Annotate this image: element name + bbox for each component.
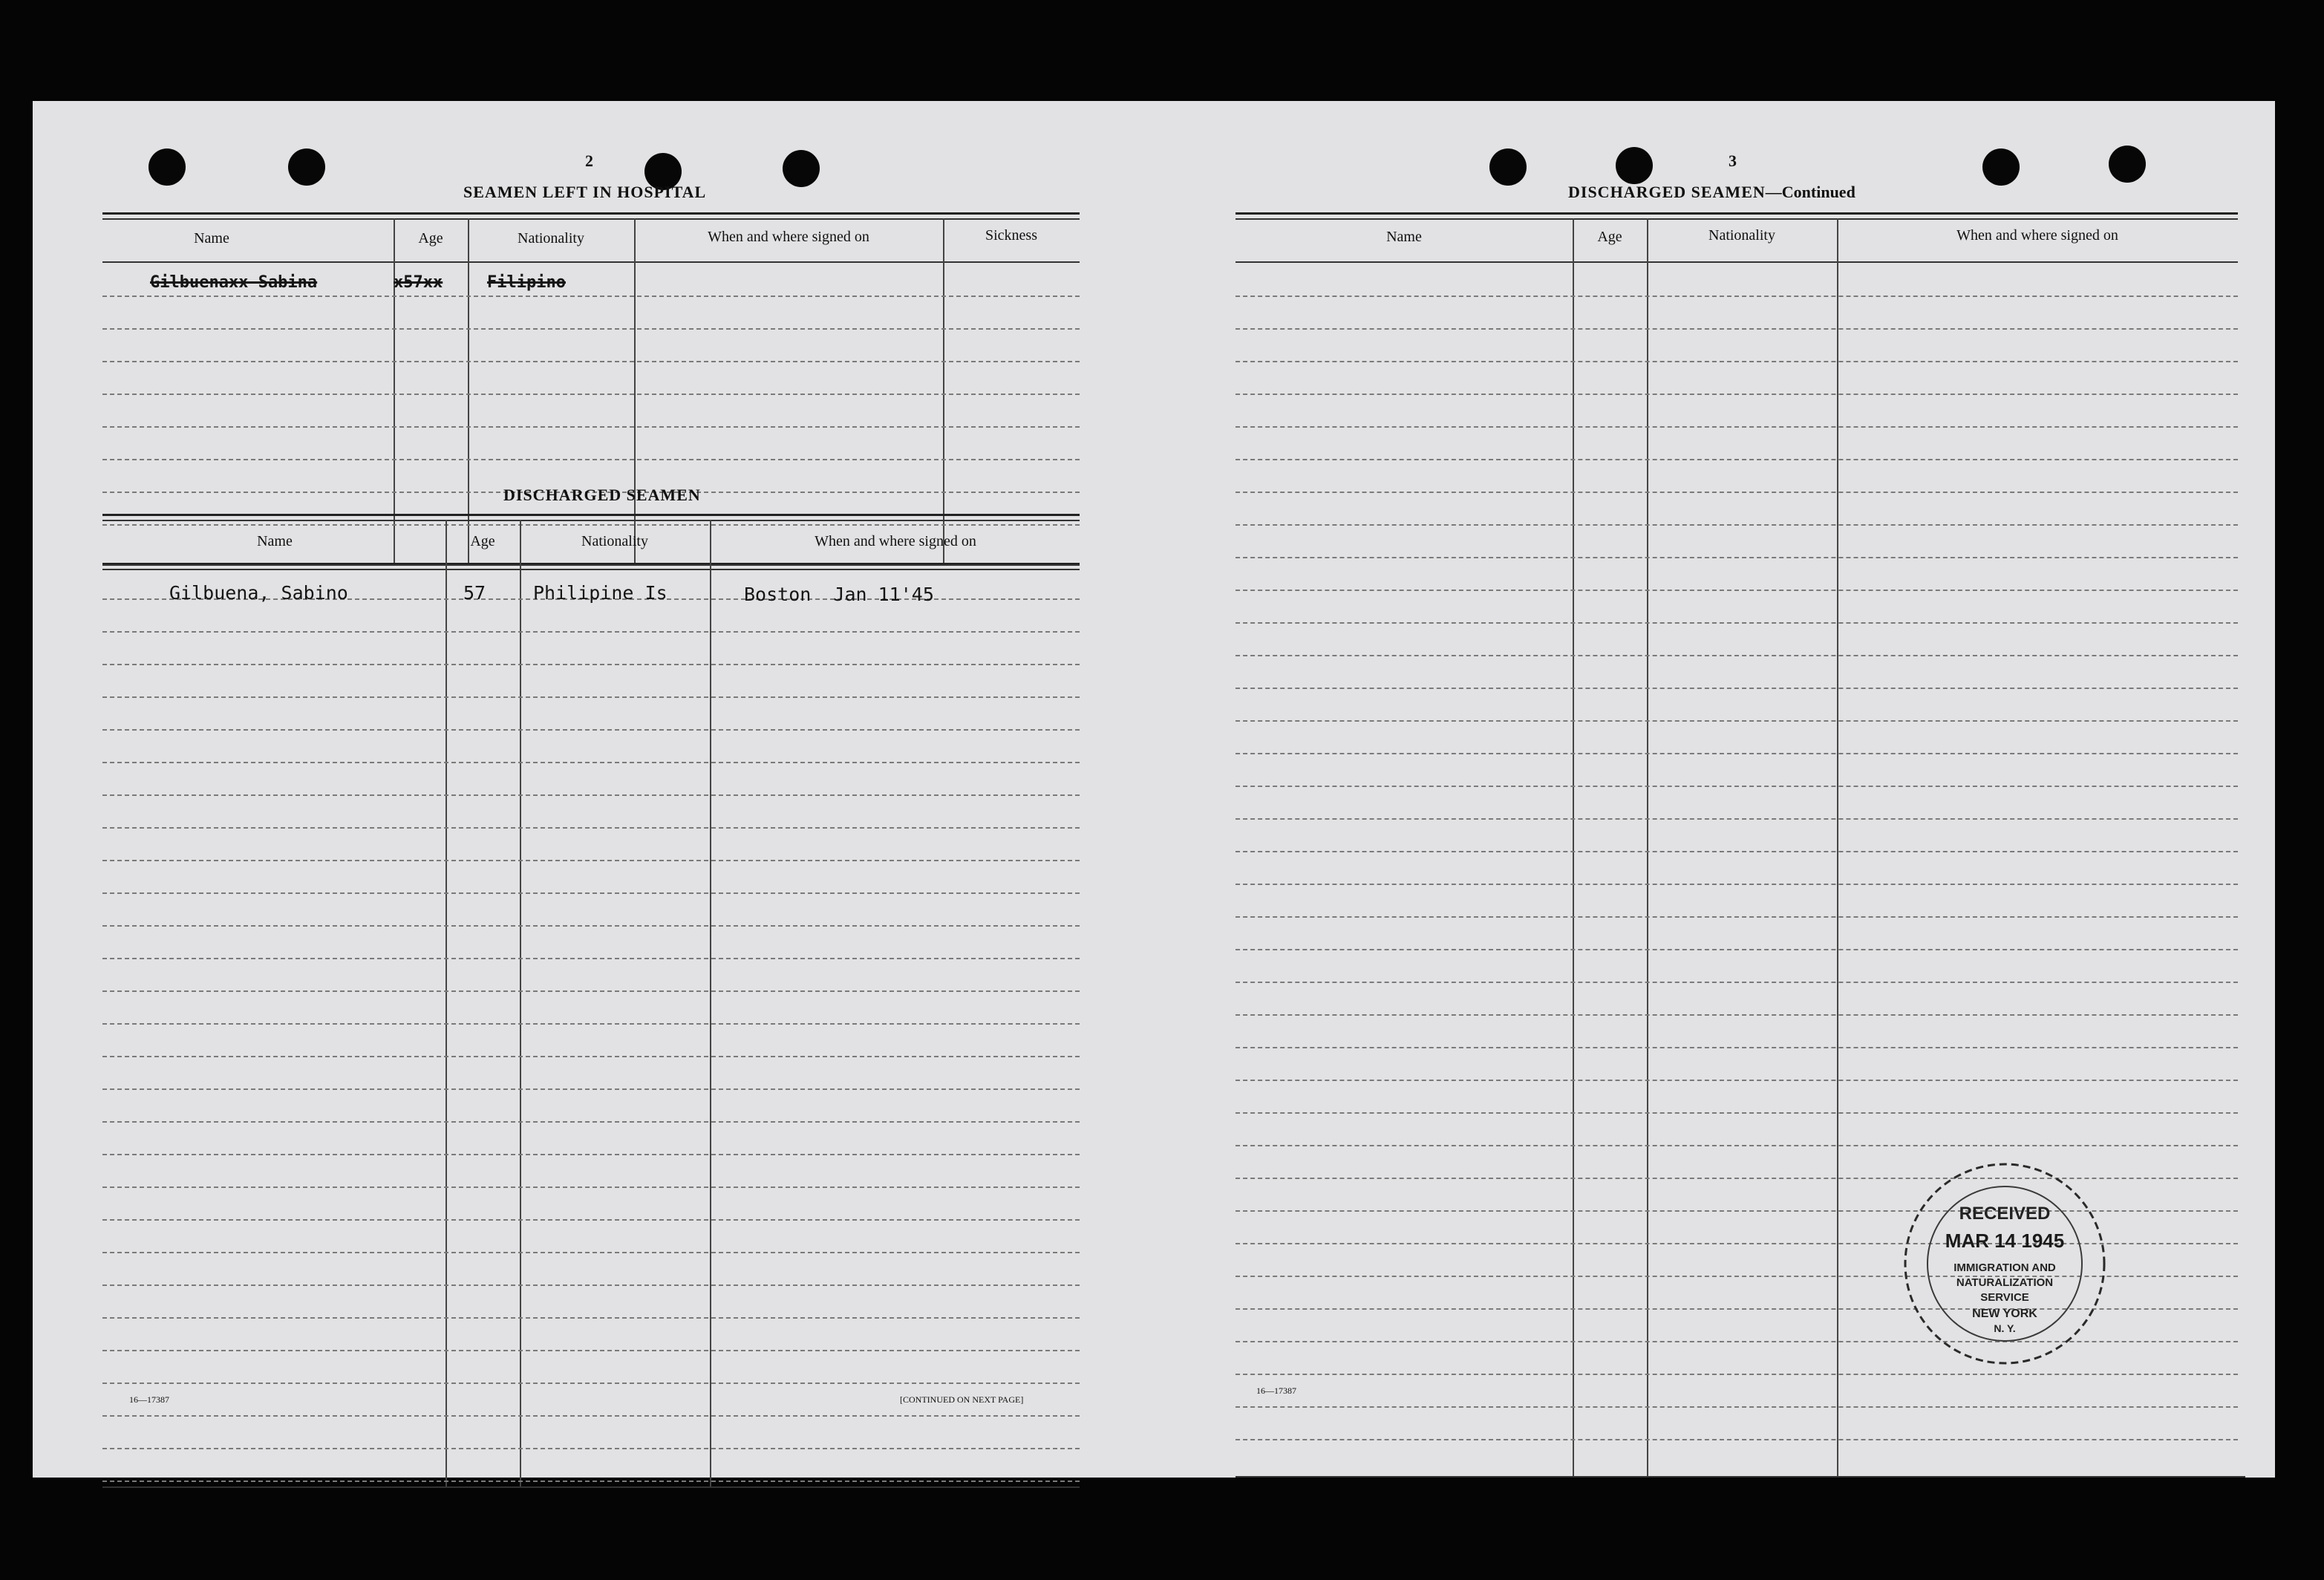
hospital-divider [468,218,469,563]
discharged-col-nationality: Nationality [581,533,648,549]
ruled-line [102,696,1080,698]
discharged-entry-nationality: Philipine Is [533,582,668,604]
right-divider [1573,218,1574,1476]
left-page-number: 2 [585,151,593,170]
right-divider [1837,218,1838,1476]
ruled-line [1236,426,2238,428]
ruled-line [102,762,1080,763]
discharged-entry-age: 57 [463,582,486,604]
ruled-line [1236,1406,2238,1408]
hospital-section-title: SEAMEN LEFT IN HOSPITAL [463,183,707,201]
discharged-col-name: Name [257,533,293,549]
hospital-divider [943,218,944,563]
left-form-number: 16—17387 [129,1394,169,1405]
ruled-line [1236,655,2238,656]
ruled-line [1236,884,2238,885]
hospital-entry-name: Gilbuenaxx Sabina [150,273,318,292]
ruled-line [1236,1047,2238,1048]
ruled-line [102,664,1080,665]
right-col-nationality: Nationality [1708,227,1775,244]
right-page-number: 3 [1729,151,1737,170]
stamp-line-6: NEW YORK [1972,1308,2037,1320]
ruled-line [1236,1080,2238,1081]
right-section-title-text: DISCHARGED SEAMEN [1568,183,1766,201]
right-table-top-rule [1236,218,2238,220]
ruled-line [1236,1145,2238,1146]
ruled-line [102,1154,1080,1155]
stamp-line-7: N. Y. [1994,1322,2016,1334]
right-page-bottom-rule [1236,1476,2245,1478]
hospital-row-rule [102,426,1080,428]
punch-hole-icon [288,148,325,186]
ruled-line [1236,1374,2238,1375]
ruled-line [1236,492,2238,493]
punch-hole-icon [1982,148,2020,186]
discharged-entry-signed-on: Boston Jan 11'45 [744,584,934,605]
hospital-divider [634,218,636,563]
ruled-line [1236,1112,2238,1114]
punch-hole-icon [148,148,186,186]
hospital-row-rule [102,361,1080,362]
punch-hole-icon [783,150,820,187]
left-page-bottom-rule [102,1486,1080,1488]
ruled-line [102,1023,1080,1025]
ruled-line [102,860,1080,861]
ruled-line [102,1481,1080,1482]
right-form-number: 16—17387 [1256,1385,1296,1396]
ruled-line [102,1088,1080,1090]
ruled-line [102,794,1080,796]
ruled-line [1236,720,2238,722]
ruled-line [1236,753,2238,754]
right-col-signed-on: When and where signed on [1956,227,2118,244]
ruled-line [1236,916,2238,918]
ruled-line [102,892,1080,894]
discharged-section-title: DISCHARGED SEAMEN [503,486,701,504]
ruled-line [1236,949,2238,950]
ruled-line [1236,361,2238,362]
right-section-title-suffix: —Continued [1765,183,1855,201]
right-col-name: Name [1386,229,1422,245]
hospital-col-name: Name [194,230,229,247]
ruled-line [1236,786,2238,787]
ruled-line [102,1350,1080,1351]
punch-hole-icon [1616,147,1653,184]
hospital-entry-nationality: Filipino [487,273,566,292]
ruled-line [1236,394,2238,395]
ruled-line [1236,851,2238,852]
stamp-line-5: SERVICE [1980,1291,2029,1304]
ruled-line [102,1252,1080,1253]
ruled-line [102,1219,1080,1221]
punch-hole-icon [2109,146,2146,183]
ruled-line [102,1448,1080,1449]
hospital-entry-age: x57xx [394,273,443,292]
hospital-row-rule [102,394,1080,395]
hospital-col-signed-on: When and where signed on [708,229,869,245]
right-divider [1647,218,1648,1476]
ruled-line [102,1382,1080,1384]
hospital-table-bottom-rule [102,569,1080,570]
discharged-entry-name: Gilbuena, Sabino [169,582,348,604]
ruled-line [1236,328,2238,330]
form-paper [33,101,2275,1478]
ruled-line [1236,1014,2238,1016]
discharged-table-top-rule [102,514,1080,516]
stamp-line-2: MAR 14 1945 [1945,1230,2065,1252]
received-stamp [1901,1160,2109,1368]
stamp-line-3: IMMIGRATION AND [1953,1261,2056,1274]
ruled-line [1236,590,2238,591]
ruled-line [1236,524,2238,526]
ruled-line [1236,459,2238,460]
ruled-line [102,827,1080,829]
discharged-col-signed-on: When and where signed on [815,533,976,549]
hospital-row-rule [102,328,1080,330]
hospital-col-nationality: Nationality [518,230,584,247]
ruled-line [1236,818,2238,820]
ruled-line [102,1056,1080,1057]
ruled-line [102,631,1080,633]
hospital-header-rule [102,261,1080,263]
hospital-row-rule [102,459,1080,460]
ruled-line [102,1186,1080,1188]
discharged-col-age: Age [470,533,495,549]
discharged-table-top-rule [102,520,1080,521]
ruled-line [102,925,1080,927]
ruled-line [102,958,1080,959]
ruled-line [102,729,1080,731]
ruled-line [102,1415,1080,1417]
ruled-line [1236,688,2238,689]
ruled-line [1236,982,2238,983]
ruled-line [1236,296,2238,297]
punch-hole-icon [1489,148,1527,186]
discharged-header-rule [102,564,1080,566]
hospital-table-top-rule [102,218,1080,220]
hospital-col-sickness: Sickness [985,227,1037,244]
continued-note: [CONTINUED ON NEXT PAGE] [900,1394,1024,1405]
ruled-line [1236,1439,2238,1440]
right-header-rule [1236,261,2238,263]
hospital-row-rule [102,296,1080,297]
right-section-title [1568,183,1855,202]
hospital-divider [394,218,395,563]
ruled-line [1236,622,2238,624]
right-col-age: Age [1597,229,1622,245]
right-table-top-rule [1236,212,2238,215]
stamp-line-4: NATURALIZATION [1956,1276,2054,1289]
stamp-line-1: RECEIVED [1959,1204,2051,1224]
hospital-col-age: Age [418,230,443,247]
ruled-line [102,1284,1080,1286]
hospital-row-rule [102,524,1080,526]
ruled-line [1236,557,2238,558]
ruled-line [102,990,1080,992]
hospital-table-top-rule [102,212,1080,215]
ruled-line [102,1317,1080,1319]
ruled-line [102,1121,1080,1123]
